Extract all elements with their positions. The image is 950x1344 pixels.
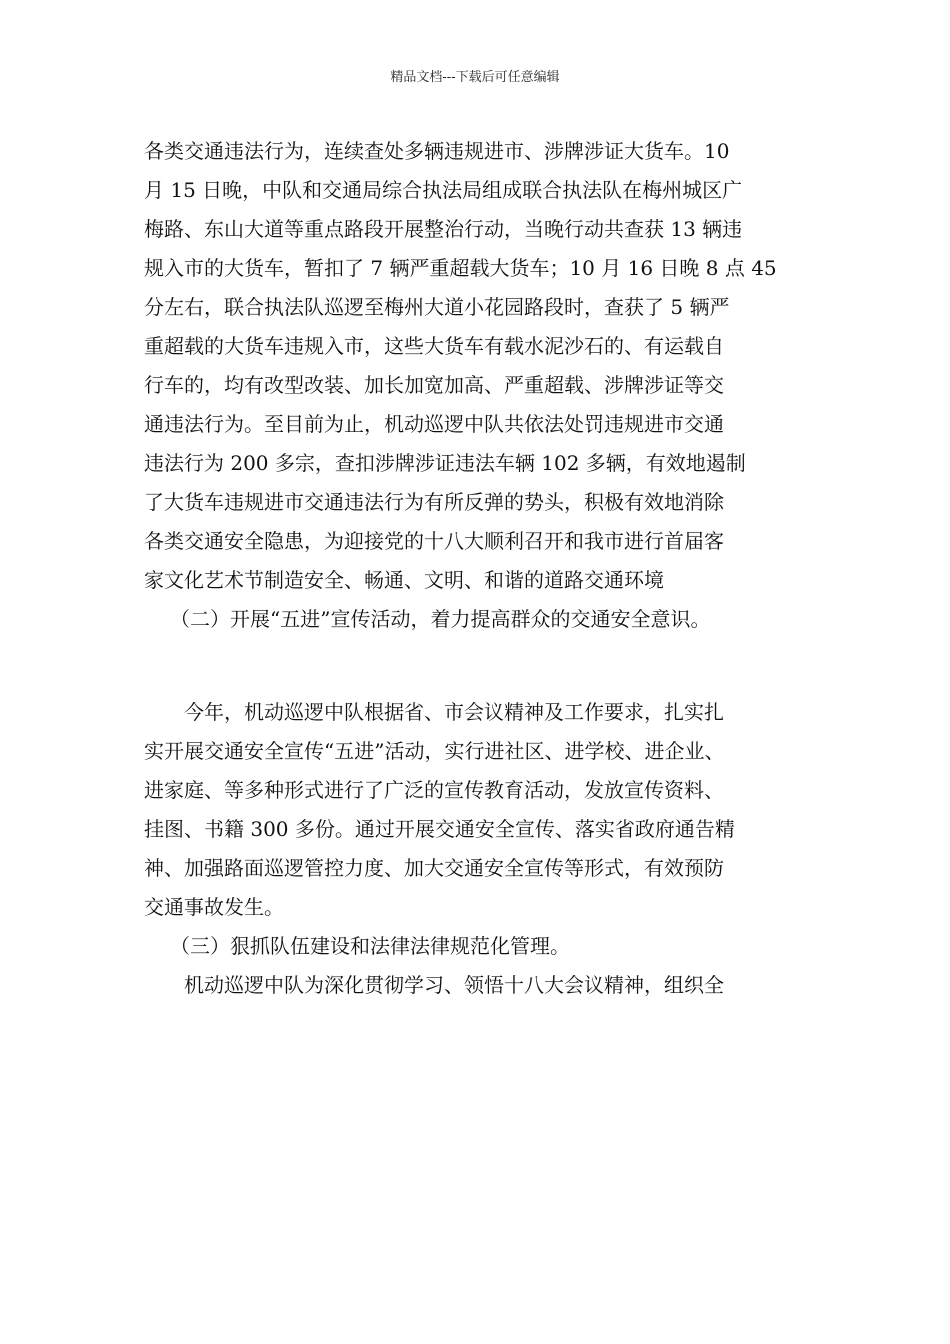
text-line: 通违法行为。至目前为止，机动巡逻中队共依法处罚违规进市交通 (144, 412, 724, 436)
text-line: 梅路、东山大道等重点路段开展整治行动，当晚行动共查获 13 辆违 (144, 217, 743, 241)
section-heading-3: （三）狠抓队伍建设和法律法律规范化管理。 (170, 934, 570, 958)
text-line: 了大货车违规进市交通违法行为有所反弹的势头，积极有效地消除 (144, 490, 724, 514)
text-line: 家文化艺术节制造安全、畅通、文明、和谐的道路交通环境 (144, 568, 664, 592)
text-line: 各类交通安全隐患，为迎接党的十八大顺利召开和我市进行首届客 (144, 529, 724, 553)
text-line: 重超载的大货车违规入市，这些大货车有载水泥沙石的、有运载自 (144, 334, 724, 358)
text-line: 进家庭、等多种形式进行了广泛的宣传教育活动，发放宣传资料、 (144, 778, 724, 802)
spacer (144, 639, 824, 693)
page-header: 精品文档---下载后可任意编辑 (390, 70, 560, 85)
text-line: 实开展交通安全宣传“五进”活动，实行进社区、进学校、进企业、 (144, 739, 725, 763)
text-line: 月 15 日晚，中队和交通局综合执法局组成联合执法队在梅州城区广 (144, 178, 743, 202)
text-line: 挂图、书籍 300 多份。通过开展交通安全宣传、落实省政府通告精 (144, 817, 735, 841)
section-heading-2: （二）开展“五进”宣传活动，着力提高群众的交通安全意识。 (170, 607, 711, 631)
text-line: 分左右，联合执法队巡逻至梅州大道小花园路段时，查获了 5 辆严 (144, 295, 730, 319)
text-line: 各类交通违法行为，连续查处多辆违规进市、涉牌涉证大货车。10 (144, 139, 730, 163)
text-line: 违法行为 200 多宗，查扣涉牌涉证违法车辆 102 多辆，有效地遏制 (144, 451, 746, 475)
text-line: 规入市的大货车，暂扣了 7 辆严重超载大货车；10 月 16 日晚 8 点 45 (144, 256, 777, 280)
document-body (144, 132, 824, 1005)
text-line: 行车的，均有改型改装、加长加宽加高、严重超载、涉牌涉证等交 (144, 373, 724, 397)
text-line: 交通事故发生。 (144, 895, 284, 919)
text-line: 机动巡逻中队为深化贯彻学习、领悟十八大会议精神，组织全 (184, 973, 724, 997)
text-line: 神、加强路面巡逻管控力度、加大交通安全宣传等形式，有效预防 (144, 856, 724, 880)
text-line: 今年，机动巡逻中队根据省、市会议精神及工作要求，扎实扎 (184, 700, 724, 724)
